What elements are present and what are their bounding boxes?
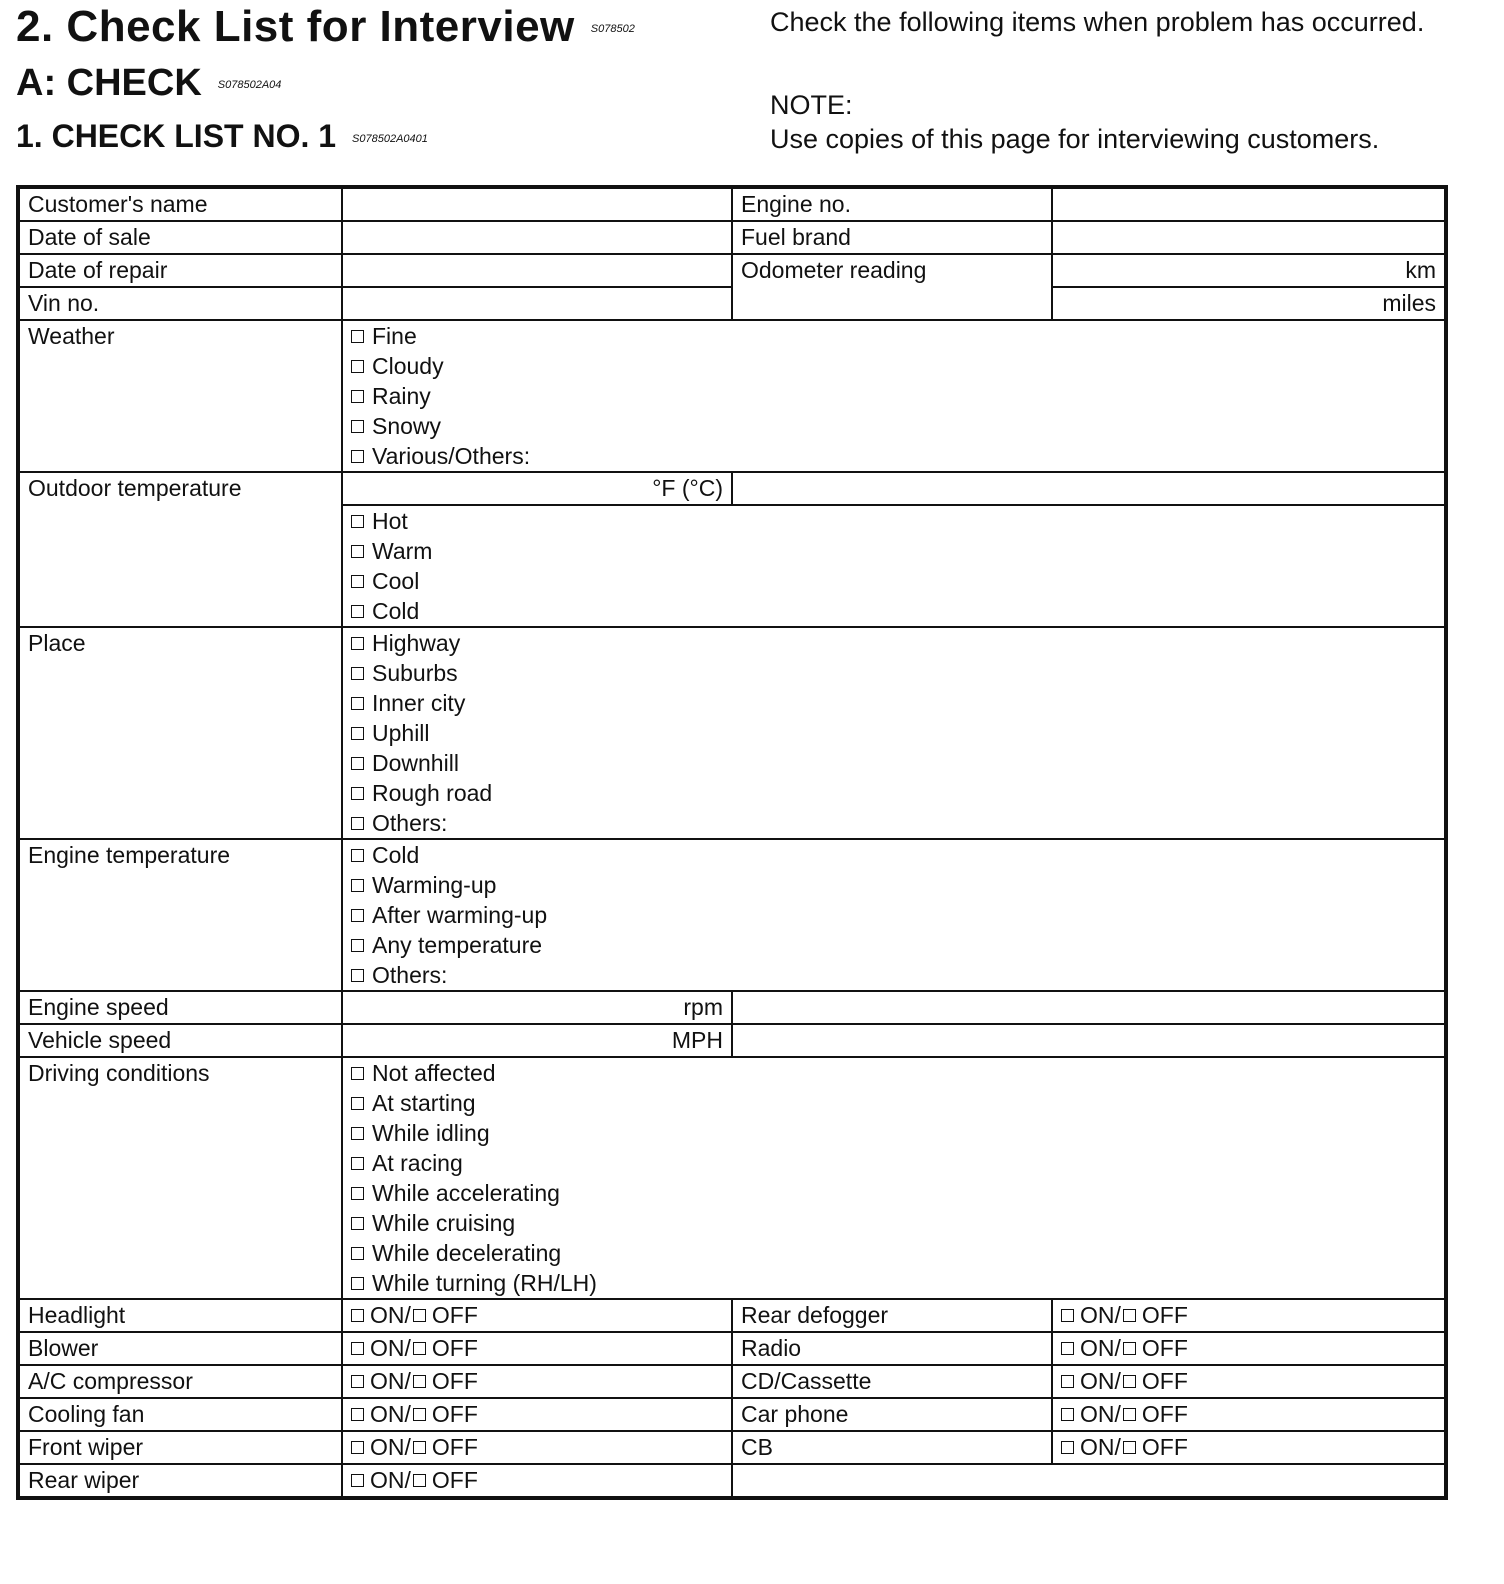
intro-text: Check the following items when problem has occurred. <box>770 7 1425 37</box>
list-title: 1. CHECK LIST NO. 1 S078502A0401 <box>16 118 428 154</box>
driving-option-at-starting[interactable]: At starting <box>351 1088 1436 1118</box>
off-checkbox-icon[interactable] <box>413 1408 426 1421</box>
on-checkbox-icon[interactable] <box>1061 1375 1074 1388</box>
customer-name-label: Customer's name <box>18 187 342 221</box>
on-checkbox-icon[interactable] <box>1061 1309 1074 1322</box>
table-row <box>18 254 1446 287</box>
off-checkbox-icon[interactable] <box>413 1342 426 1355</box>
cooling-fan-onoff: ON/ OFF <box>342 1398 732 1431</box>
empty-cell <box>732 1464 1446 1498</box>
checkbox-icon[interactable] <box>351 390 364 403</box>
temp-option-hot[interactable]: Hot <box>351 506 1436 536</box>
temp-option-warm[interactable]: Warm <box>351 536 1436 566</box>
table-row <box>18 1398 1446 1431</box>
table-row <box>18 472 1446 505</box>
cb-onoff: ON/ OFF <box>1052 1431 1446 1464</box>
table-row <box>18 221 1446 254</box>
driving-option-at-racing[interactable]: At racing <box>351 1148 1436 1178</box>
weather-options <box>342 320 1446 472</box>
off-checkbox-icon[interactable] <box>1123 1309 1136 1322</box>
weather-option-others[interactable]: Various/Others: <box>351 441 1436 471</box>
headlight-label: Headlight <box>18 1299 342 1332</box>
radio-onoff: ON/ OFF <box>1052 1332 1446 1365</box>
vehicle-speed-field[interactable] <box>342 1024 732 1057</box>
place-label: Place <box>18 627 342 839</box>
rpm-unit: rpm <box>683 994 723 1020</box>
driving-conditions-options <box>342 1057 1446 1299</box>
checkbox-icon[interactable] <box>351 787 364 800</box>
on-checkbox-icon[interactable] <box>351 1441 364 1454</box>
place-option-highway[interactable]: Highway <box>351 628 1436 658</box>
driving-option-turning[interactable]: While turning (RH/LH) <box>351 1268 1436 1298</box>
odometer-miles-field[interactable] <box>1052 287 1446 320</box>
interview-check-table <box>16 185 1448 1500</box>
checkbox-icon[interactable] <box>351 360 364 373</box>
engine-temp-option-warming-up[interactable]: Warming-up <box>351 870 1436 900</box>
temp-option-cool[interactable]: Cool <box>351 566 1436 596</box>
checkbox-icon[interactable] <box>351 849 364 862</box>
off-checkbox-icon[interactable] <box>413 1441 426 1454</box>
checkbox-icon[interactable] <box>351 909 364 922</box>
km-unit: km <box>1405 257 1436 283</box>
vehicle-speed-extra-field[interactable] <box>732 1024 1446 1057</box>
driving-option-not-affected[interactable]: Not affected <box>351 1058 1436 1088</box>
driving-conditions-label: Driving conditions <box>18 1057 342 1299</box>
checkbox-icon[interactable] <box>351 939 364 952</box>
checkbox-icon[interactable] <box>351 879 364 892</box>
customer-name-field[interactable] <box>342 187 732 221</box>
odometer-label: Odometer reading <box>732 254 1052 320</box>
table-row <box>18 1299 1446 1332</box>
temperature-unit: °F (°C) <box>652 475 723 501</box>
checkbox-icon[interactable] <box>351 605 364 618</box>
front-wiper-onoff: ON/ OFF <box>342 1431 732 1464</box>
checkbox-icon[interactable] <box>351 1097 364 1110</box>
note-text: Use copies of this page for interviewing customers. <box>770 124 1380 154</box>
checkbox-icon[interactable] <box>351 330 364 343</box>
engine-temp-option-any[interactable]: Any temperature <box>351 930 1436 960</box>
car-phone-label: Car phone <box>732 1398 1052 1431</box>
table-row <box>18 1024 1446 1057</box>
engine-no-label: Engine no. <box>732 187 1052 221</box>
vin-no-label: Vin no. <box>18 287 342 320</box>
table-row <box>18 187 1446 221</box>
table-row <box>18 1365 1446 1398</box>
date-of-repair-field[interactable] <box>342 254 732 287</box>
weather-label: Weather <box>18 320 342 472</box>
off-checkbox-icon[interactable] <box>413 1474 426 1487</box>
weather-option-snowy[interactable]: Snowy <box>351 411 1436 441</box>
on-checkbox-icon[interactable] <box>351 1408 364 1421</box>
weather-option-fine[interactable]: Fine <box>351 321 1436 351</box>
engine-speed-label: Engine speed <box>18 991 342 1024</box>
table-row <box>18 991 1446 1024</box>
checkbox-icon[interactable] <box>351 667 364 680</box>
checkbox-icon[interactable] <box>351 1247 364 1260</box>
date-of-sale-field[interactable] <box>342 221 732 254</box>
driving-option-accelerating[interactable]: While accelerating <box>351 1178 1436 1208</box>
fuel-brand-field[interactable] <box>1052 221 1446 254</box>
rear-wiper-label: Rear wiper <box>18 1464 342 1498</box>
note-label: NOTE: <box>770 90 853 120</box>
on-checkbox-icon[interactable] <box>1061 1441 1074 1454</box>
on-checkbox-icon[interactable] <box>1061 1408 1074 1421</box>
checkbox-icon[interactable] <box>351 757 364 770</box>
checkbox-icon[interactable] <box>351 515 364 528</box>
vehicle-speed-label: Vehicle speed <box>18 1024 342 1057</box>
off-checkbox-icon[interactable] <box>413 1375 426 1388</box>
on-checkbox-icon[interactable] <box>351 1309 364 1322</box>
engine-temp-option-after-warming-up[interactable]: After warming-up <box>351 900 1436 930</box>
on-checkbox-icon[interactable] <box>351 1342 364 1355</box>
engine-temperature-label: Engine temperature <box>18 839 342 991</box>
rear-defogger-label: Rear defogger <box>732 1299 1052 1332</box>
place-option-inner-city[interactable]: Inner city <box>351 688 1436 718</box>
off-checkbox-icon[interactable] <box>1123 1375 1136 1388</box>
table-row <box>18 1464 1446 1498</box>
checkbox-icon[interactable] <box>351 545 364 558</box>
outdoor-temperature-label: Outdoor temperature <box>18 472 342 627</box>
checkbox-icon[interactable] <box>351 1127 364 1140</box>
ac-compressor-onoff: ON/ OFF <box>342 1365 732 1398</box>
weather-option-cloudy[interactable]: Cloudy <box>351 351 1436 381</box>
checkbox-icon[interactable] <box>351 420 364 433</box>
driving-option-while-idling[interactable]: While idling <box>351 1118 1436 1148</box>
checkbox-icon[interactable] <box>351 637 364 650</box>
front-wiper-label: Front wiper <box>18 1431 342 1464</box>
place-option-others[interactable]: Others: <box>351 808 1436 838</box>
off-checkbox-icon[interactable] <box>413 1309 426 1322</box>
checkbox-icon[interactable] <box>351 450 364 463</box>
place-options <box>342 627 1446 839</box>
weather-option-rainy[interactable]: Rainy <box>351 381 1436 411</box>
table-row <box>18 320 1446 472</box>
headlight-onoff: ON/ OFF <box>342 1299 732 1332</box>
table-row <box>18 839 1446 991</box>
subsection-title: A: CHECK S078502A04 <box>16 62 282 104</box>
ac-compressor-label: A/C compressor <box>18 1365 342 1398</box>
miles-unit: miles <box>1382 290 1436 316</box>
table-row <box>18 627 1446 839</box>
outdoor-temperature-options <box>342 505 1446 627</box>
engine-speed-extra-field[interactable] <box>732 991 1446 1024</box>
section-title: 2. Check List for Interview S078502 <box>16 2 635 51</box>
fuel-brand-label: Fuel brand <box>732 221 1052 254</box>
off-checkbox-icon[interactable] <box>1123 1342 1136 1355</box>
rear-wiper-onoff: ON/ OFF <box>342 1464 732 1498</box>
checkbox-icon[interactable] <box>351 1067 364 1080</box>
date-of-sale-label: Date of sale <box>18 221 342 254</box>
place-option-uphill[interactable]: Uphill <box>351 718 1436 748</box>
place-option-rough-road[interactable]: Rough road <box>351 778 1436 808</box>
checkbox-icon[interactable] <box>351 969 364 982</box>
cd-cassette-label: CD/Cassette <box>732 1365 1052 1398</box>
blower-onoff: ON/ OFF <box>342 1332 732 1365</box>
checkbox-icon[interactable] <box>351 727 364 740</box>
engine-speed-field[interactable] <box>342 991 732 1024</box>
on-checkbox-icon[interactable] <box>351 1375 364 1388</box>
checkbox-icon[interactable] <box>351 1217 364 1230</box>
list-code: S078502A0401 <box>352 132 428 145</box>
checkbox-icon[interactable] <box>351 817 364 830</box>
checkbox-icon[interactable] <box>351 697 364 710</box>
engine-temp-option-others[interactable]: Others: <box>351 960 1436 990</box>
rear-defogger-onoff: ON/ OFF <box>1052 1299 1446 1332</box>
outdoor-temperature-field[interactable] <box>342 472 732 505</box>
checkbox-icon[interactable] <box>351 575 364 588</box>
temp-option-cold[interactable]: Cold <box>351 596 1436 626</box>
table-row <box>18 1057 1446 1299</box>
section-code: S078502 <box>590 23 635 36</box>
place-option-suburbs[interactable]: Suburbs <box>351 658 1436 688</box>
cd-cassette-onoff: ON/ OFF <box>1052 1365 1446 1398</box>
odometer-km-field[interactable] <box>1052 254 1446 287</box>
cooling-fan-label: Cooling fan <box>18 1398 342 1431</box>
radio-label: Radio <box>732 1332 1052 1365</box>
on-checkbox-icon[interactable] <box>1061 1342 1074 1355</box>
on-checkbox-icon[interactable] <box>351 1474 364 1487</box>
mph-unit: MPH <box>671 1027 723 1053</box>
cb-label: CB <box>732 1431 1052 1464</box>
checkbox-icon[interactable] <box>351 1157 364 1170</box>
outdoor-temperature-extra-field[interactable] <box>732 472 1446 505</box>
place-option-downhill[interactable]: Downhill <box>351 748 1436 778</box>
subsection-code: S078502A04 <box>217 78 282 91</box>
driving-option-cruising[interactable]: While cruising <box>351 1208 1436 1238</box>
table-row <box>18 1431 1446 1464</box>
table-row <box>18 1332 1446 1365</box>
engine-no-field[interactable] <box>1052 187 1446 221</box>
checkbox-icon[interactable] <box>351 1187 364 1200</box>
date-of-repair-label: Date of repair <box>18 254 342 287</box>
off-checkbox-icon[interactable] <box>1123 1408 1136 1421</box>
checkbox-icon[interactable] <box>351 1277 364 1290</box>
engine-temperature-options <box>342 839 1446 991</box>
off-checkbox-icon[interactable] <box>1123 1441 1136 1454</box>
engine-temp-option-cold[interactable]: Cold <box>351 840 1436 870</box>
blower-label: Blower <box>18 1332 342 1365</box>
vin-no-field[interactable] <box>342 287 732 320</box>
driving-option-decelerating[interactable]: While decelerating <box>351 1238 1436 1268</box>
car-phone-onoff: ON/ OFF <box>1052 1398 1446 1431</box>
